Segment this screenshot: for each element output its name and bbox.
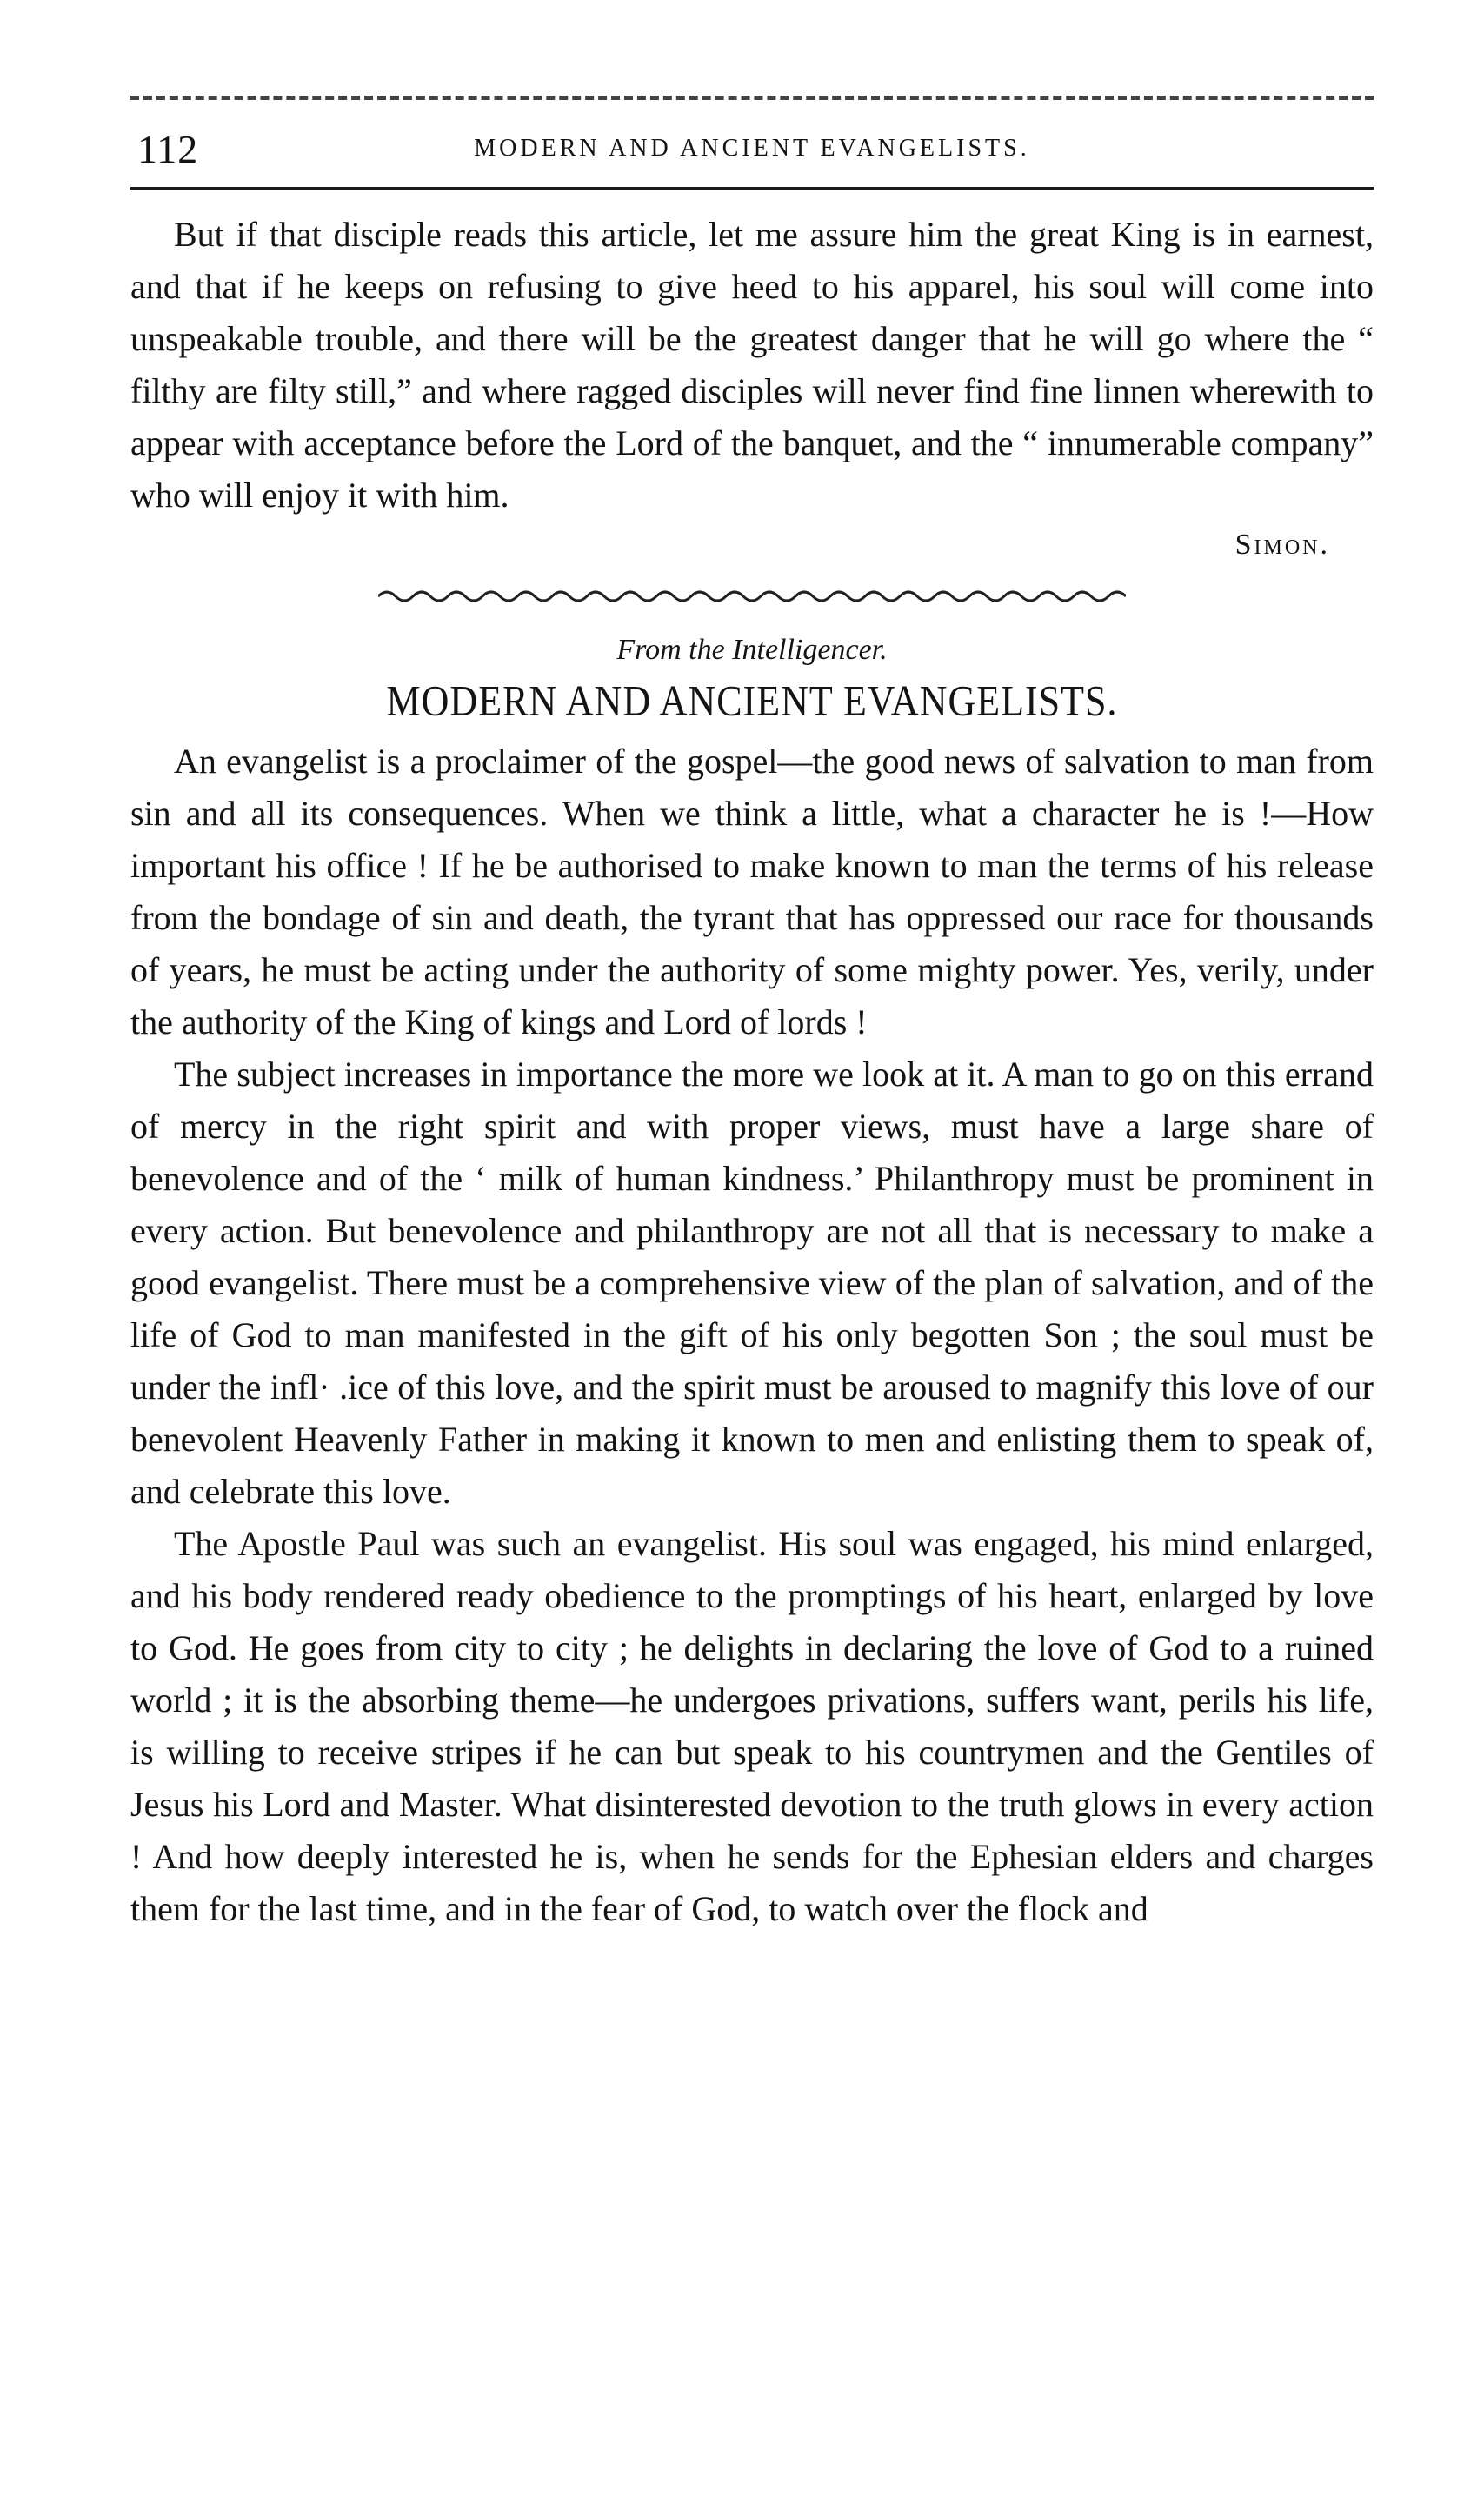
- top-dotted-rule: [130, 96, 1374, 100]
- author-signature: Simon.: [1234, 529, 1330, 561]
- article-title: MODERN AND ANCIENT EVANGELISTS.: [386, 677, 1118, 725]
- article-paragraph-1: An evangelist is a proclaimer of the gospel—the good news of salvation to man from sin and all its consequences. When we think a little, what a character he is !—How important his office ! If he be authorised to make known to man the terms of his release from the bondage of sin and death, the tyrant that has oppressed our race for thousands of years, he must be acting under the authority of some mighty power. Yes, verily, under the authority of the King of kings and Lord of lords !: [130, 742, 1374, 1041]
- article-paragraph-2: The subject increases in importance the more we look at it. A man to go on this errand of mercy in the right spirit and with proper views, must have a large share of benevolence and of the ‘ milk of human kindness.’ Philanthropy must be prominent in every action. But benevolence and philanthropy are not all that is necessary to make a good evangelist. There must be a comprehensive view of the plan of salvation, and of the life of God to man manifested in the gift of his only begotten Son ; the soul must be under the infl· .ice of this love, and the spirit must be aroused to magnify this love of our benevolent Heavenly Father in making it known to men and enlisting them to speak of, and celebrate this love.: [130, 1055, 1374, 1511]
- wavy-divider-ornament: [130, 586, 1374, 607]
- previous-article-paragraph: But if that disciple reads this article, let me assure him the great King is in earnest, and that if he keeps on refusing to give heed to his apparel, his soul will come into unspeakable trouble, and there will be the greatest danger that he will go where the “ filthy are filty still,” and where ragged disciples will never find fine linnen wherewith to appear with acceptance before the Lord of the banquet, and the “ innumerable company” who will enjoy it with him.: [130, 215, 1374, 515]
- running-title: MODERN AND ANCIENT EVANGELISTS.: [474, 135, 1030, 162]
- running-head: [130, 126, 1374, 187]
- article-source: From the Intelligencer.: [616, 634, 888, 666]
- article-paragraph-3: The Apostle Paul was such an evangelist. His soul was engaged, his mind enlarged, and his body rendered ready obedience to the promptings of his heart, enlarged by love to God. He goes from city to city ; he delights in declaring the love of God to a ruined world ; it is the absorbing theme—he undergoes privations, suffers want, perils his life, is willing to receive stripes if he can but speak to his countrymen and the Gentiles of Jesus his Lord and Master. What disinterested devotion to the truth glows in every action ! And how deeply interested he is, when he sends for the Ephesian elders and charges them for the last time, and in the fear of God, to watch over the flock and: [130, 1524, 1374, 1928]
- header-rule: [130, 187, 1374, 190]
- page-number: 112: [137, 127, 199, 171]
- book-page: [130, 96, 1374, 1935]
- wavy-line-icon: [378, 586, 1126, 605]
